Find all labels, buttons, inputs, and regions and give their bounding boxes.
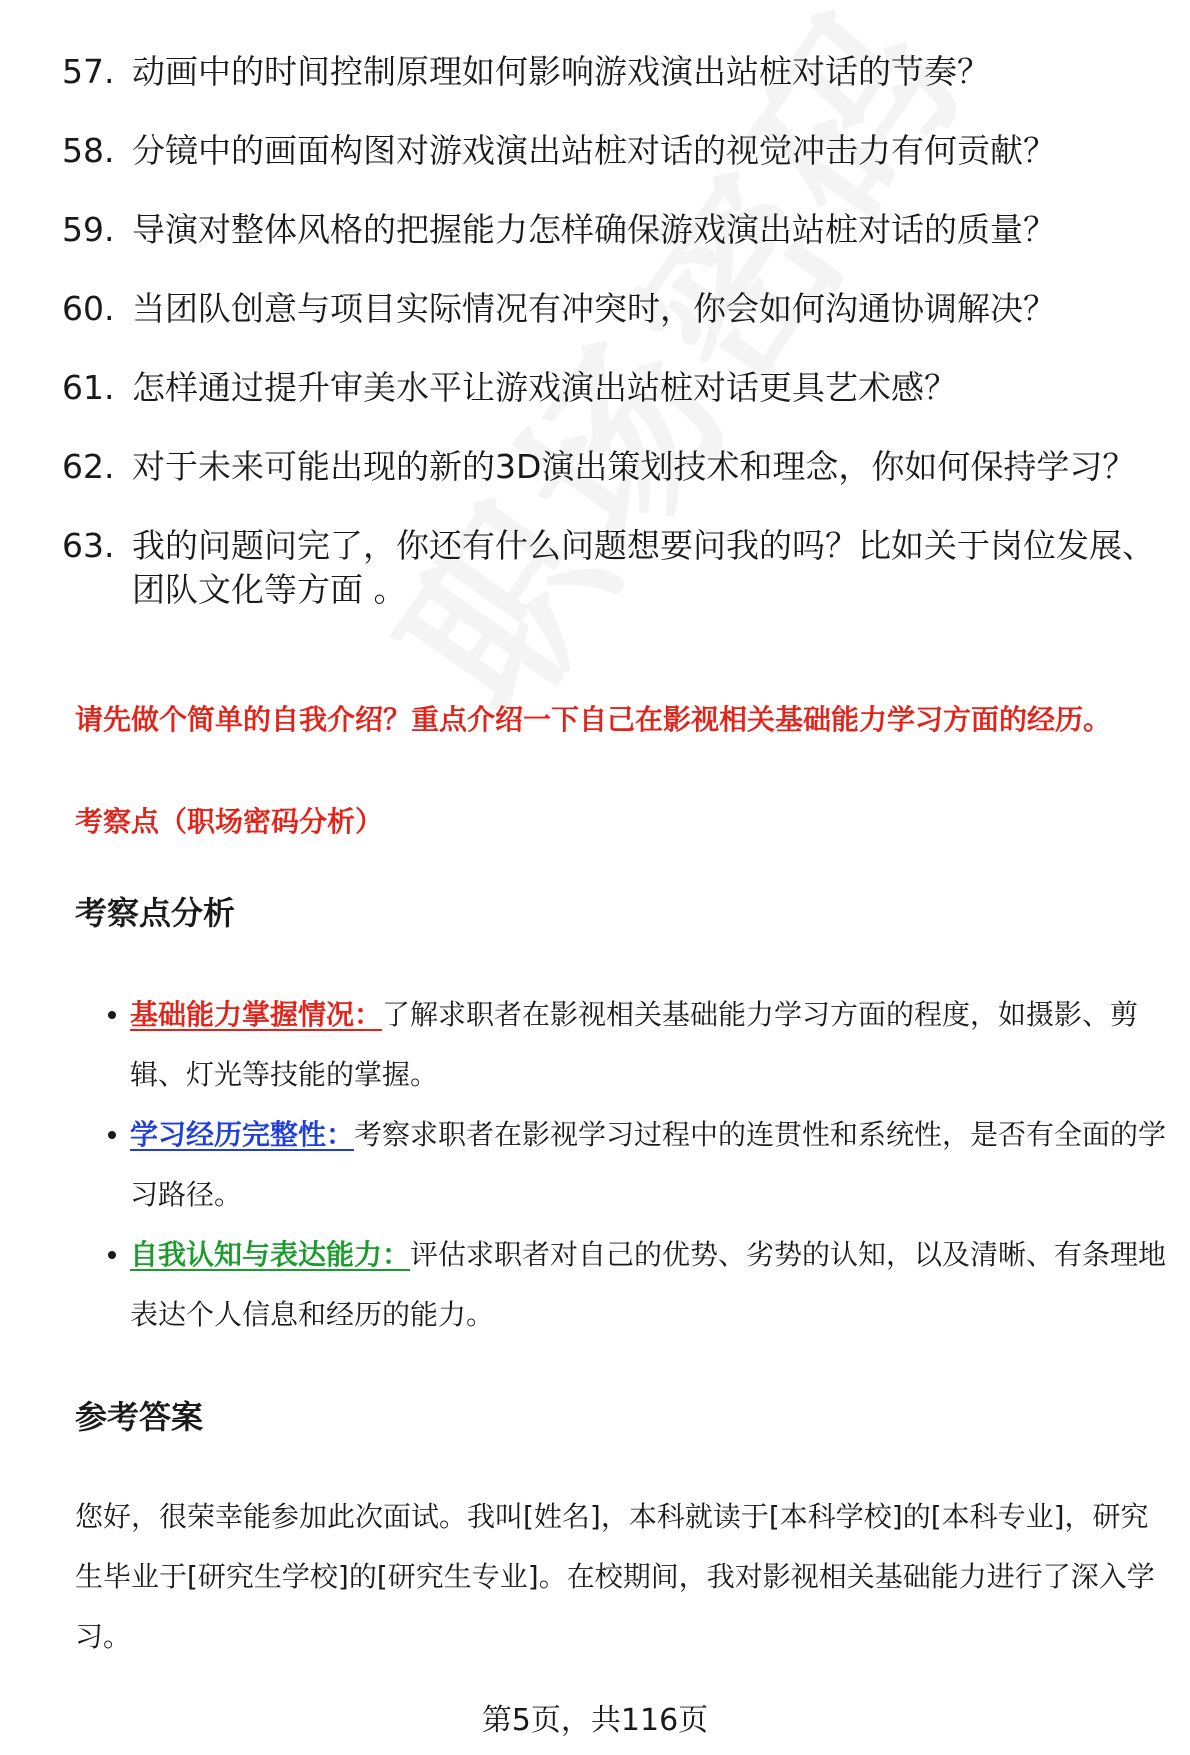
question-text: 导演对整体风格的把握能力怎样确保游戏演出站桩对话的质量？ (132, 210, 1056, 249)
question-text: 分镜中的画面构图对游戏演出站桩对话的视觉冲击力有何贡献？ (132, 131, 1056, 170)
interview-prompt: 请先做个简单的自我介绍？重点介绍一下自己在影视相关基础能力学习方面的经历。 (75, 703, 1112, 736)
question-item (62, 129, 1167, 173)
bullet-dot-icon (108, 1251, 116, 1259)
analysis-bullet-list (100, 985, 1170, 1345)
bullet-key: 学习经历完整性： (130, 1118, 355, 1151)
question-number: 63. (62, 526, 115, 565)
question-item (62, 445, 1167, 489)
answer-paragraph: 您好，很荣幸能参加此次面试。我叫[姓名]，本科就读于[本科学校]的[本科专业]，研究生毕业于[研究生学校]的[研究生专业]。在校期间，我对影视相关基础能力进行了深入学习。 (75, 1500, 1155, 1653)
question-item (62, 524, 1167, 612)
question-text: 对于未来可能出现的新的3D演出策划技术和理念，你如何保持学习？ (132, 447, 1136, 486)
bullet-text: 评估求职者对自己的优势、劣势的认知，以及清晰、有条理地表达个人信息和经历的能力。 (130, 1238, 1167, 1331)
bullet-text: 了解求职者在影视相关基础能力学习方面的程度，如摄影、剪辑、灯光等技能的掌握。 (130, 998, 1139, 1091)
question-item (62, 50, 1167, 94)
bullet-text: 考察求职者在影视学习过程中的连贯性和系统性，是否有全面的学习路径。 (130, 1118, 1167, 1211)
analysis-bullet (100, 985, 1170, 1105)
question-number: 60. (62, 289, 115, 328)
page-footer: 第5页，共116页 (481, 1703, 709, 1738)
bullet-dot-icon (108, 1011, 116, 1019)
question-list (62, 50, 1167, 647)
question-item (62, 208, 1167, 252)
bullet-key: 基础能力掌握情况： (130, 998, 383, 1031)
question-item (62, 287, 1167, 331)
question-number: 59. (62, 210, 115, 249)
question-number: 61. (62, 368, 115, 407)
question-number: 57. (62, 52, 115, 91)
analysis-bullet (100, 1225, 1170, 1345)
analysis-bullet (100, 1105, 1170, 1225)
assessment-point-label: 考察点（职场密码分析） (75, 805, 384, 838)
bullet-dot-icon (108, 1131, 116, 1139)
question-text: 怎样通过提升审美水平让游戏演出站桩对话更具艺术感？ (132, 368, 957, 407)
bullet-key: 自我认知与表达能力： (130, 1238, 411, 1271)
question-text: 我的问题问完了，你还有什么问题想要问我的吗？比如关于岗位发展、团队文化等方面 。 (132, 526, 1155, 609)
question-number: 58. (62, 131, 115, 170)
question-text: 当团队创意与项目实际情况有冲突时，你会如何沟通协调解决？ (132, 289, 1056, 328)
analysis-heading: 考察点分析 (75, 894, 236, 932)
question-item (62, 366, 1167, 410)
answer-heading: 参考答案 (75, 1398, 204, 1436)
question-text: 动画中的时间控制原理如何影响游戏演出站桩对话的节奏？ (132, 52, 990, 91)
question-number: 62. (62, 447, 115, 486)
